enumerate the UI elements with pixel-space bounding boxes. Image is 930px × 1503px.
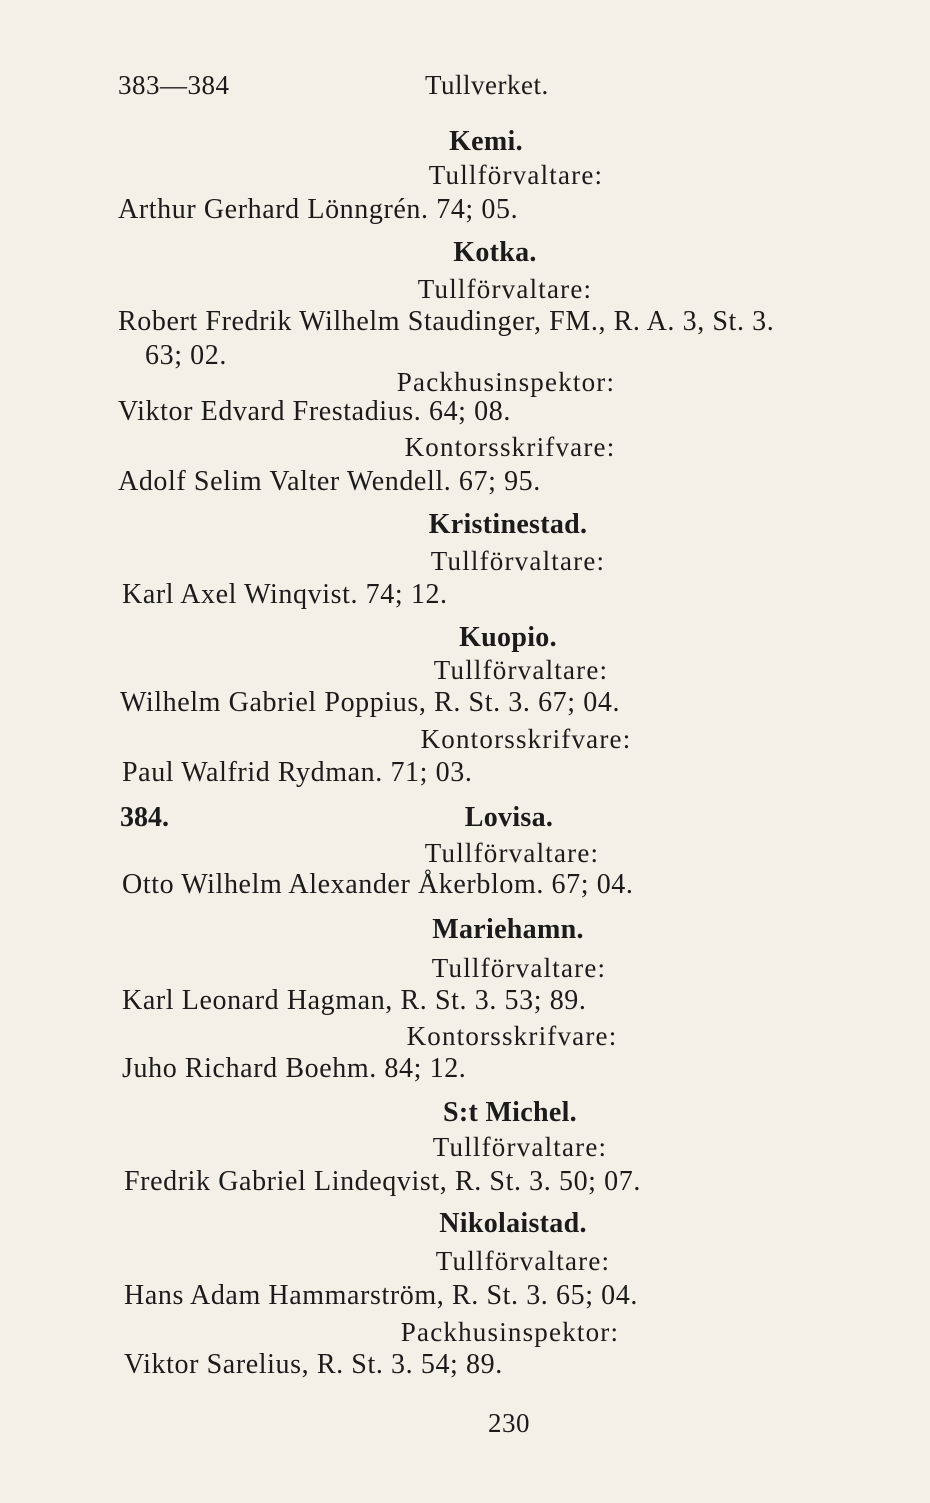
person-entry: Wilhelm Gabriel Poppius, R. St. 3. 67; 04. <box>120 687 621 718</box>
role-label: Tullförvaltare: <box>432 1132 608 1162</box>
place-heading: S:t Michel. <box>443 1097 577 1128</box>
person-entry: Adolf Selim Valter Wendell. 67; 95. <box>118 466 541 497</box>
place-heading: Mariehamn. <box>432 914 584 945</box>
place-heading: Kemi. <box>449 126 523 157</box>
person-entry: Paul Walfrid Rydman. 71; 03. <box>122 757 473 788</box>
role-label: Kontorsskrifvare: <box>420 724 632 754</box>
person-entry: Fredrik Gabriel Lindeqvist, R. St. 3. 50; 07. <box>124 1166 641 1197</box>
page-range: 383—384 <box>118 70 230 100</box>
role-label: Tullförvaltare: <box>431 953 607 983</box>
role-label: Tullförvaltare: <box>417 274 593 304</box>
role-label: Tullförvaltare: <box>428 160 604 190</box>
section-number: 384. <box>120 802 169 833</box>
place-heading: Lovisa. <box>464 802 554 833</box>
person-entry: Juho Richard Boehm. 84; 12. <box>122 1053 467 1084</box>
person-entry: Karl Axel Winqvist. 74; 12. <box>122 579 448 610</box>
place-heading: Kristinestad. <box>428 509 588 540</box>
page-number: 230 <box>488 1408 530 1438</box>
role-label: Tullförvaltare: <box>433 655 609 685</box>
role-label: Tullförvaltare: <box>424 838 600 868</box>
role-label: Kontorsskrifvare: <box>404 432 616 462</box>
person-entry: Hans Adam Hammarström, R. St. 3. 65; 04. <box>124 1280 638 1311</box>
role-label: Packhusinspektor: <box>396 367 616 397</box>
role-label: Tullförvaltare: <box>430 546 606 576</box>
person-entry: Arthur Gerhard Lönngrén. 74; 05. <box>118 194 519 225</box>
person-entry-continued: 63; 02. <box>145 340 227 371</box>
person-entry: Karl Leonard Hagman, R. St. 3. 53; 89. <box>122 985 587 1016</box>
person-entry: Viktor Sarelius, R. St. 3. 54; 89. <box>124 1349 503 1380</box>
person-entry: Viktor Edvard Frestadius. 64; 08. <box>118 396 511 427</box>
role-label: Packhusinspektor: <box>400 1317 620 1347</box>
running-title: Tullverket. <box>425 70 549 100</box>
place-heading: Kuopio. <box>459 622 557 653</box>
role-label: Tullförvaltare: <box>435 1246 611 1276</box>
place-heading: Nikolaistad. <box>439 1208 587 1239</box>
role-label: Kontorsskrifvare: <box>406 1021 618 1051</box>
person-entry: Robert Fredrik Wilhelm Staudinger, FM., R. A. 3, St. 3. <box>118 306 775 337</box>
place-heading: Kotka. <box>453 237 537 268</box>
person-entry: Otto Wilhelm Alexander Åkerblom. 67; 04. <box>122 869 634 900</box>
